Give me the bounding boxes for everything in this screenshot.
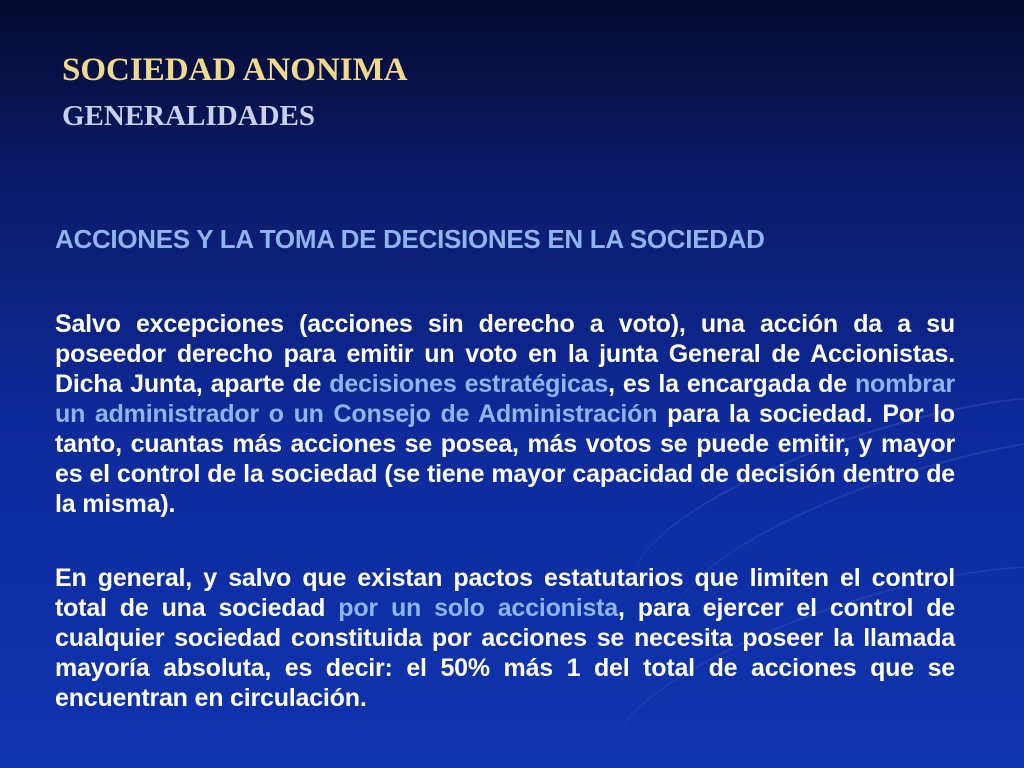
slide-subtitle: GENERALIDADES: [62, 100, 315, 132]
paragraph-text: , para ejercer el control de cualquier sociedad constituida por acciones se necesita poseer la llamada mayoría absoluta, es decir: el 50% más 1 del total de acciones que se encuentran en circulación.: [55, 594, 956, 712]
section-heading: ACCIONES Y LA TOMA DE DECISIONES EN LA SOCIEDAD: [55, 224, 765, 254]
paragraph-majority-control: [55, 563, 955, 713]
paragraph-text: Salvo excepciones (acciones sin derecho a voto), una acción da a su poseedor derecho para emitir un voto en la junta General de Accionistas. Dicha Junta, aparte de: [55, 310, 955, 398]
highlight-single-shareholder: por un solo accionista: [338, 594, 618, 622]
paragraph-text: para la sociedad. Por lo tanto, cuantas más acciones se posea, más votos se puede emitir, y mayor es el control de la sociedad (se tiene mayor capacidad de decisión dentro de la misma).: [55, 400, 955, 518]
paragraph-text: , es la encargada de: [608, 370, 855, 398]
paragraph-voting-rights: [55, 309, 955, 519]
slide-title: SOCIEDAD ANONIMA: [62, 52, 408, 88]
paragraph-text: En general, y salvo que existan pactos estatutarios que limiten el control total de una sociedad: [55, 564, 955, 622]
highlight-strategic-decisions: decisiones estratégicas: [329, 370, 609, 398]
highlight-appoint-administrator: nombrar un administrador o un Consejo de Administración: [55, 370, 955, 428]
